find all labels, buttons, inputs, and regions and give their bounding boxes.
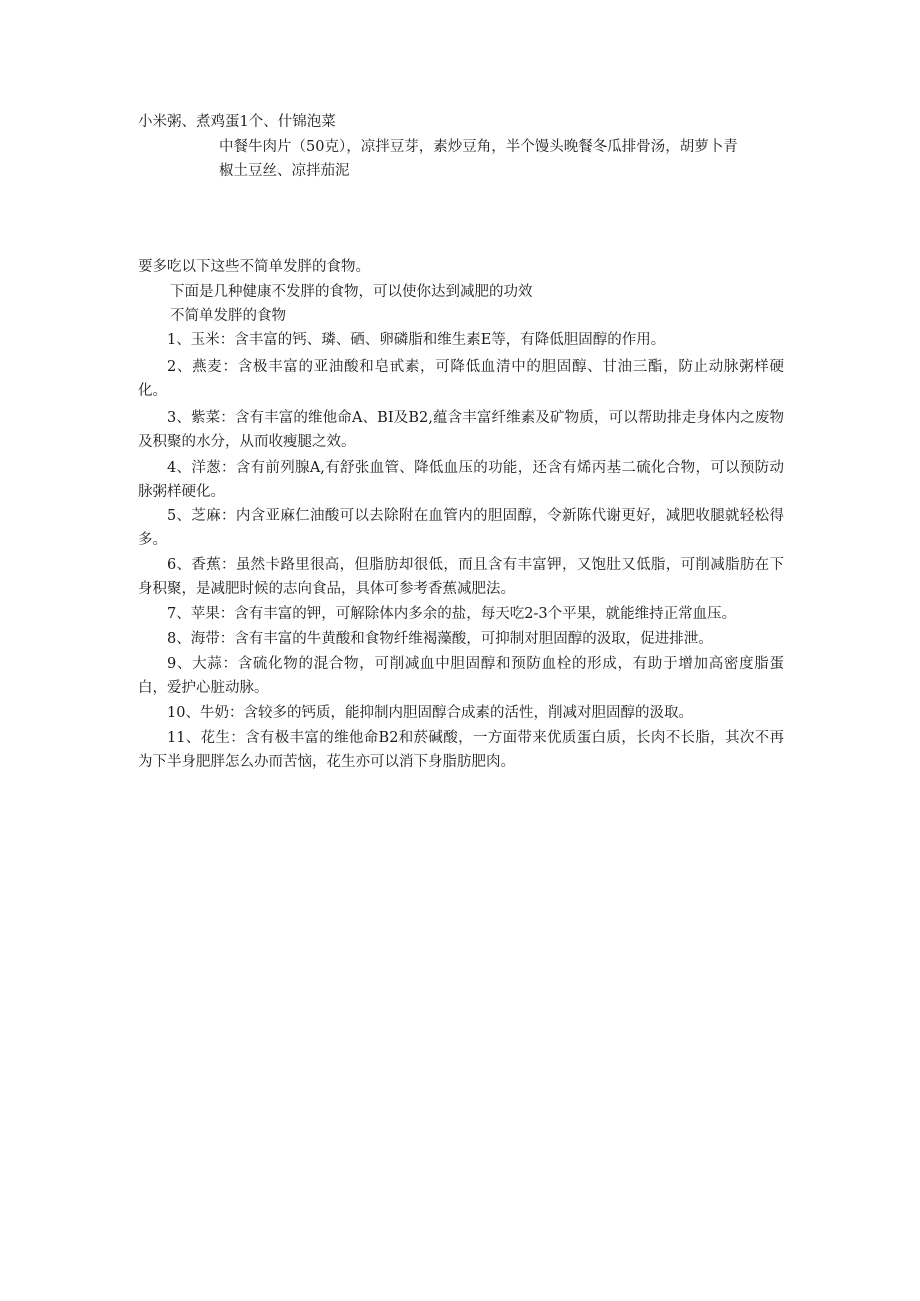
food-item-apple: 7、苹果：含有丰富的钾，可解除体内多余的盐，每天吃2-3个平果，就能维持正常血压。 xyxy=(167,606,737,622)
meal-lunch-dinner-line-2: 椒土豆丝、凉拌茄泥 xyxy=(219,163,350,179)
food-item-peanut: 11、花生：含有极丰富的维他命B2和菸碱酸，一方面带来优质蛋白质，长肉不长脂，其次不再为下半身肥胖怎么办而苦恼，花生亦可以消下身脂肪肥肉。 xyxy=(138,730,784,770)
food-item-seaweed: 3、紫菜：含有丰富的维他命A、BI及B2,蕴含丰富纤维素及矿物质，可以帮助排走身体内之废物及积聚的水分，从而收瘦腿之效。 xyxy=(138,410,784,450)
meal-breakfast-line: 小米粥、煮鸡蛋1个、什锦泡菜 xyxy=(138,114,336,130)
food-item-banana: 6、香蕉：虽然卡路里很高，但脂肪却很低，而且含有丰富钾，又饱肚又低脂，可削减脂肪在下身积聚，是减肥时候的志向食品，具体可参考香蕉减肥法。 xyxy=(138,557,784,597)
food-item-onion: 4、洋葱：含有前列腺A,有舒张血管、降低血压的功能，还含有烯丙基二硫化合物，可以预防动脉粥样硬化。 xyxy=(138,460,784,500)
food-item-kelp: 8、海带：含有丰富的牛黄酸和食物纤维褐藻酸，可抑制对胆固醇的汲取，促进排泄。 xyxy=(167,631,713,647)
food-item-corn: 1、玉米：含丰富的钙、璘、硒、卵磷脂和维生素E等，有降低胆固醇的作用。 xyxy=(167,332,666,348)
meal-lunch-dinner-line-1: 中餐牛肉片（50克），凉拌豆芽，素炒豆角，半个馒头晚餐冬瓜排骨汤，胡萝卜青 xyxy=(219,139,738,155)
food-item-oats: 2、燕麦：含极丰富的亚油酸和皂甙素，可降低血清中的胆固醇、甘油三酯，防止动脉粥样硬化。 xyxy=(138,359,784,399)
food-item-garlic: 9、大蒜：含硫化物的混合物，可削减血中胆固醇和预防血栓的形成，有助于增加高密度脂蛋白，爱护心脏动脉。 xyxy=(138,656,784,696)
food-item-sesame: 5、芝麻：内含亚麻仁油酸可以去除附在血管内的胆固醇，令新陈代谢更好，减肥收腿就轻松得多。 xyxy=(138,508,784,548)
article-heading: 要多吃以下这些不简单发胖的食物。 xyxy=(138,259,370,275)
article-intro: 下面是几种健康不发胖的食物，可以使你达到减肥的功效 xyxy=(170,284,533,300)
food-item-milk: 10、牛奶：含较多的钙质，能抑制内胆固醇合成素的活性，削减对胆固醇的汲取。 xyxy=(167,705,693,721)
article-subheading: 不简单发胖的食物 xyxy=(170,308,286,324)
